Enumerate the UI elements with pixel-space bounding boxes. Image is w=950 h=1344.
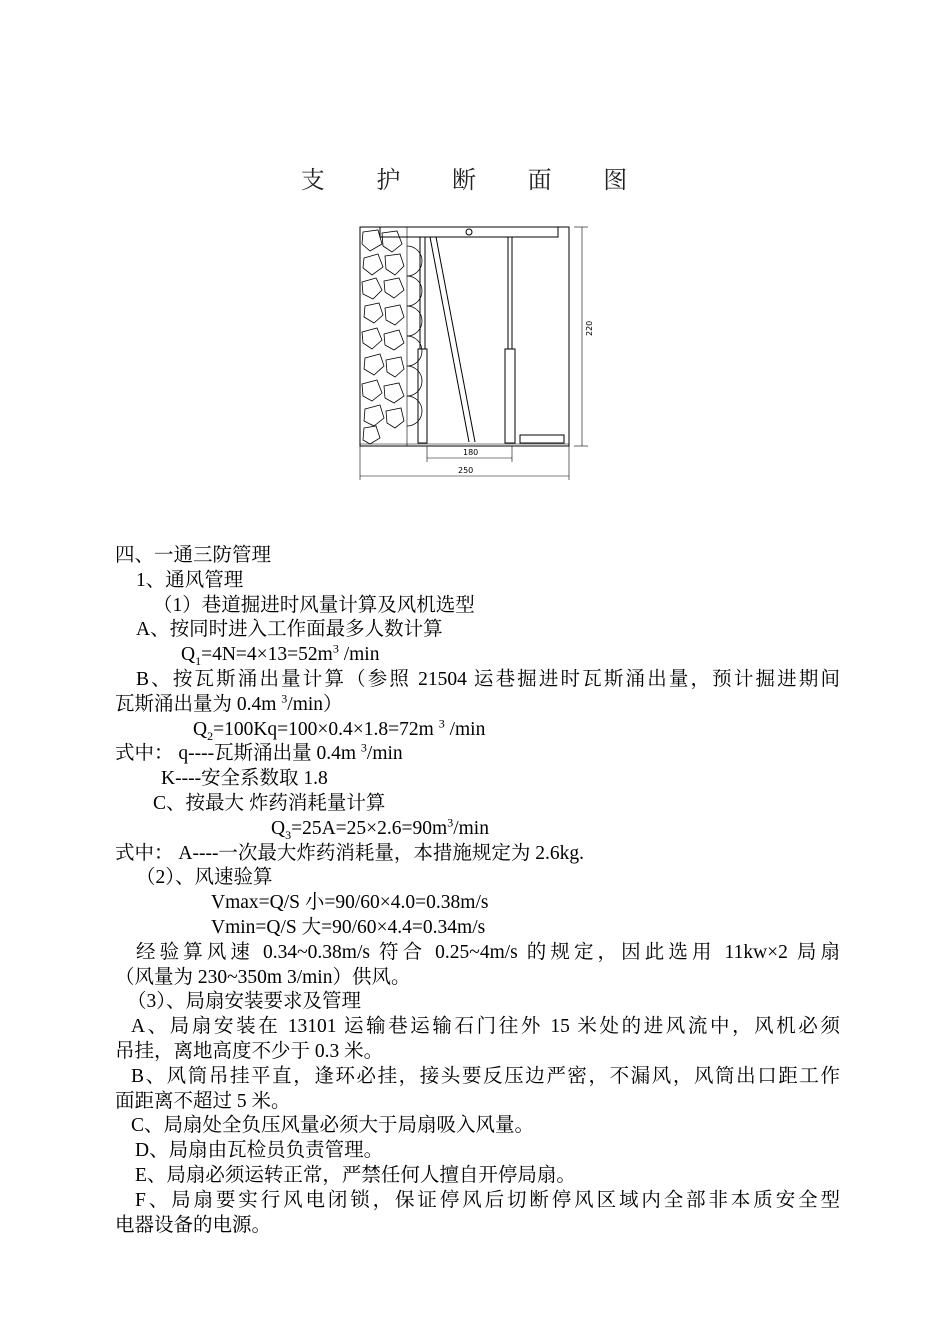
left-leg-lower (418, 349, 427, 443)
paragraph-line: F、局扇要实行风电闭锁，保证停风后切断停风区域内全部非本质安全型 (135, 1189, 840, 1211)
left-leg-upper (420, 237, 425, 349)
item-heading: （1）巷道掘进时风量计算及风机选型 (153, 594, 475, 616)
formula-note: K----安全系数取 1.8 (161, 768, 328, 790)
paragraph-line: 吊挂，离地高度不少于 0.3 米。 (115, 1040, 384, 1062)
tunnel-outline (360, 227, 569, 446)
formula-vmin: Vmin=Q/S 大=90/60×4.4=0.34m/s (211, 916, 486, 938)
document-body (115, 544, 840, 1238)
formula-q3: $Q_3=25A=25\times 2.6=90m^3/\min$ (271, 815, 489, 842)
formula-note: 式中： A----一次最大炸药消耗量，本措施规定为 2.6kg. (115, 842, 585, 864)
paragraph-line: C、按最大 炸药消耗量计算 (153, 792, 386, 814)
support-cross-section-drawing (352, 218, 602, 480)
paragraph-line: C、局扇处全负压风量必须大于局扇吸入风量。 (131, 1115, 535, 1137)
subsection-heading: 1、通风管理 (136, 569, 244, 591)
right-leg-upper (508, 237, 512, 349)
paragraph-line: 面距离不超过 5 米。 (115, 1090, 291, 1112)
formula-q1: $Q_1=4N=4\times 13=52m^3$ /min (181, 641, 380, 669)
paragraph-line: D、局扇由瓦检员负责管理。 (135, 1140, 384, 1162)
paragraph-line: A、按同时进入工作面最多人数计算 (136, 619, 443, 641)
rock-chunks (362, 230, 404, 444)
section-heading: 四、一通三防管理 (115, 545, 272, 566)
right-leg-lower (505, 349, 515, 443)
paragraph-line: B、按瓦斯涌出量计算（参照 21504 运巷掘进时瓦斯涌出量，预计掘进期间 (136, 668, 840, 690)
item-heading: （3）、局扇安装要求及管理 (127, 991, 362, 1013)
paragraph-line: （风量为 230~350m 3/min）供风。 (115, 966, 411, 988)
paragraph-line: A、局扇安装在 13101 运输巷运输石门往外 15 米处的进风流中，风机必须 (131, 1016, 840, 1038)
rock-zone (360, 227, 407, 446)
figure-title: 支 护 断 面 图 (300, 166, 650, 194)
dim-width-label: 250 (458, 466, 474, 475)
paragraph-line: 经验算风速 0.34~0.38m/s 符合 0.25~4m/s 的规定，因此选用 11kw×2 局扇 (136, 941, 840, 963)
beam-bolt (466, 229, 472, 235)
formula-q2: $Q_2=100Kq=100\times 0.4\times 1.8=72m$ $^3$ /min (193, 716, 486, 743)
dim-inner-label: 180 (463, 448, 479, 457)
floor-slab (520, 435, 564, 443)
formula-vmax: Vmax=Q/S 小=90/60×4.0=0.38m/s (211, 892, 489, 914)
dim-height-label: 220 (585, 320, 594, 336)
paragraph-line: E、局扇必须运转正常，严禁任何人擅自开停局扇。 (135, 1164, 576, 1186)
paragraph-line: 电器设备的电源。 (115, 1214, 272, 1236)
formula-note: 式中： q----瓦斯涌出量 0.4m $^3$/min (115, 740, 403, 765)
item-heading: （2）、风速验算 (136, 867, 273, 889)
paragraph-line: 瓦斯涌出量为 0.4m $^3$/min） (115, 691, 343, 715)
paragraph-line: B、风筒吊挂平直，逢环必挂，接头要反压边严密，不漏风，风筒出口距工作 (131, 1065, 840, 1087)
